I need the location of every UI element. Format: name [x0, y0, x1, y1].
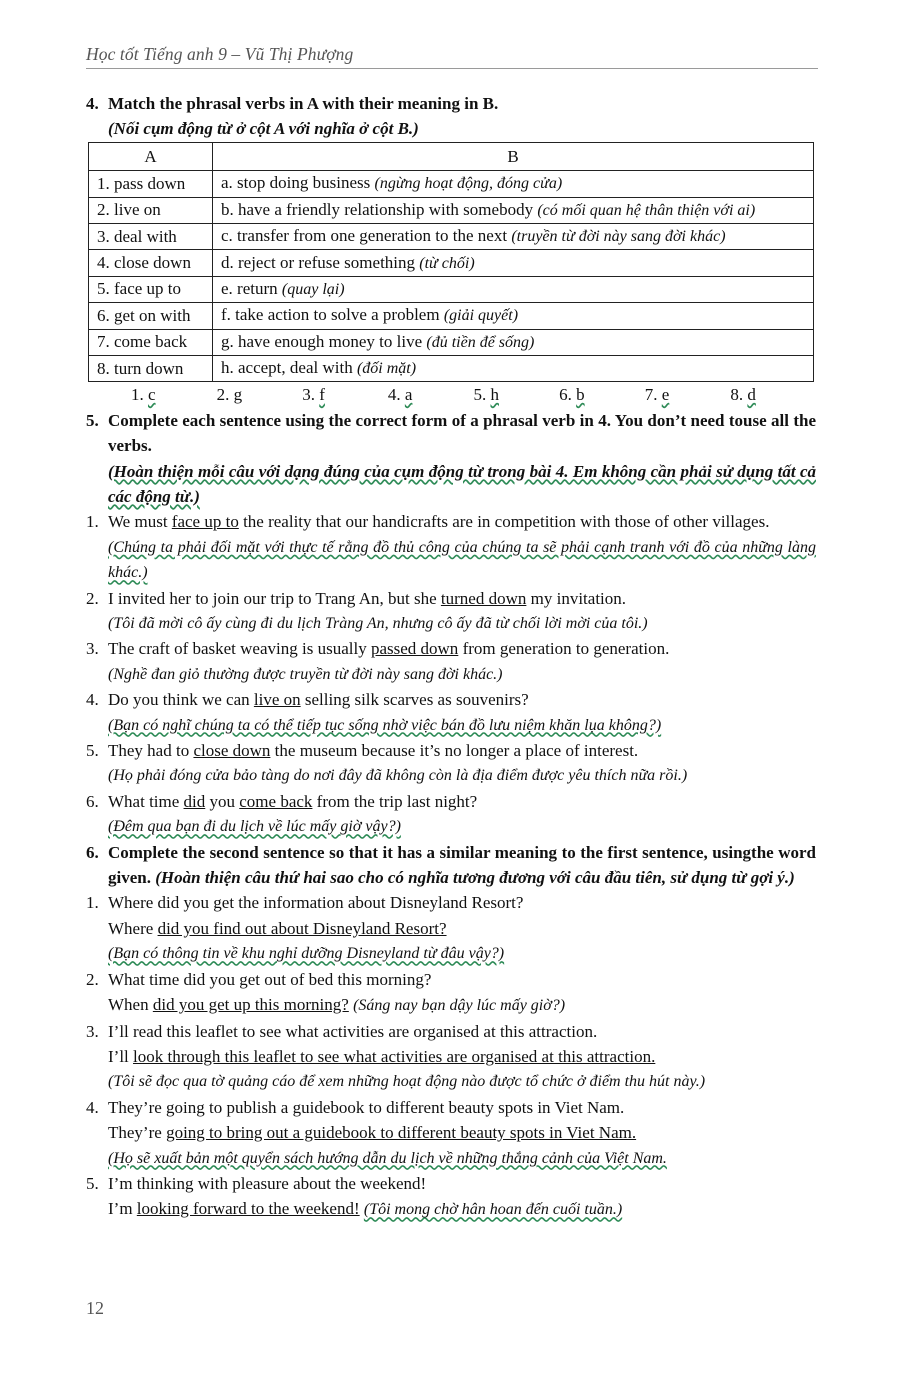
exercise-5-heading — [86, 408, 816, 510]
table-row — [89, 276, 814, 302]
table-row — [89, 329, 814, 355]
exercise-number: 4. — [86, 94, 99, 113]
column-header-b: B — [213, 142, 814, 170]
exercise-4-heading — [86, 91, 816, 142]
page-number: 12 — [86, 1298, 104, 1318]
cell-a: 5. face up to — [89, 276, 213, 302]
cell-a: 1. pass down — [89, 171, 213, 197]
translation: (Bạn có thông tin về khu nghỉ dưỡng Disneyland từ đâu vậy?) — [108, 945, 505, 963]
translation: (Tôi sẽ đọc qua tờ quảng cáo để xem những hoạt động nào được tổ chức ở điểm thu hút này.) — [108, 1073, 706, 1091]
exercise-title: Complete each sentence using the correct form of a phrasal verb in 4. You don’t need touse all the verbs. — [108, 410, 816, 456]
translation: (Đêm qua bạn đi du lịch về lúc mấy giờ vậy?) — [108, 818, 401, 836]
cell-a: 2. live on — [89, 197, 213, 223]
cell-b: d. reject or refuse something (từ chối) — [213, 250, 814, 276]
table-row — [89, 303, 814, 329]
table-row — [89, 171, 814, 197]
cell-a: 7. come back — [89, 329, 213, 355]
matching-table — [88, 142, 814, 383]
answer-item: 2. g — [216, 385, 243, 405]
answer-item: 7. e — [644, 385, 670, 405]
cell-b: a. stop doing business (ngừng hoạt động, đóng cửa) — [213, 171, 814, 197]
translation: (Nghề đan giỏ thường được truyền từ đời này sang đời khác.) — [108, 665, 503, 683]
rewrite-item: 1. Where did you get the information about Disneyland Resort? Where did you find out about Disneyland Resort? (Bạn có thông tin về khu nghỉ dưỡng Disneyland từ đâu vậy?) — [86, 890, 816, 966]
cell-b: f. take action to solve a problem (giải quyết) — [213, 303, 814, 329]
translation: (Tôi mong chờ hân hoan đến cuối tuần.) — [363, 1201, 623, 1219]
answer-key — [86, 382, 816, 407]
answer-item: 5. h — [473, 385, 499, 405]
exercise-subtitle: (Hoàn thiện mỗi câu với dạng đúng của cụm động từ trong bài 4. Em không cần phải sử dụng tất cả các động từ.) — [108, 461, 816, 506]
rewrite-item: 3. I’ll read this leaflet to see what activities are organised at this attraction. I’ll look through this leaflet to see what activities are organised at this attraction. (Tôi sẽ đọc qua tờ quảng cáo để xem những hoạt động nào được tổ chức ở điểm thu hút này.) — [86, 1019, 816, 1095]
sentence-item: 3. The craft of basket weaving is usually passed down from generation to generation. (Nghề đan giỏ thường được truyền từ đời này sang đời khác.) — [86, 636, 816, 687]
sentence-item: 2. I invited her to join our trip to Trang An, but she turned down my invitation. (Tôi đã mời cô ấy cùng đi du lịch Tràng An, nhưng cô ấy đã từ chối lời mời của tôi.) — [86, 586, 816, 637]
header-title: Học tốt Tiếng anh 9 – Vũ Thị Phượng — [86, 44, 354, 64]
column-header-a: A — [89, 142, 213, 170]
cell-a: 4. close down — [89, 250, 213, 276]
answer-item: 4. a — [387, 385, 413, 405]
exercise-title: Complete the second sentence so that it has a similar meaning to the first sentence, usingthe word given. — [108, 842, 816, 888]
exercise-number: 5. — [86, 410, 99, 430]
exercise-6-heading — [86, 840, 816, 891]
answer-item: 6. b — [559, 385, 585, 405]
exercise-subtitle: (Hoàn thiện câu thứ hai sao cho có nghĩa tương đương với câu đầu tiên, sử dụng từ gợi ý.) — [155, 868, 795, 888]
cell-b: h. accept, deal with (đối mặt) — [213, 355, 814, 381]
translation: (Họ sẽ xuất bản một quyển sách hướng dẫn du lịch về những thắng cảnh của Việt Nam. — [108, 1149, 667, 1167]
table-row — [89, 224, 814, 250]
cell-a: 6. get on with — [89, 303, 213, 329]
answer-item: 3. f — [302, 385, 325, 405]
cell-b: c. transfer from one generation to the next (truyền từ đời này sang đời khác) — [213, 224, 814, 250]
rewrite-item: 4. They’re going to publish a guidebook to different beauty spots in Viet Nam. They’re going to bring out a guidebook to different beauty spots in Viet Nam. (Họ sẽ xuất bản một quyển sách hướng dẫn du lịch về những thắng cảnh của Việt Nam. — [86, 1095, 816, 1171]
answer-item: 1. c — [131, 385, 156, 405]
translation: (Chúng ta phải đối mặt với thực tế rằng đồ thủ công của chúng ta sẽ phải cạnh tranh với đồ của những làng khác.) — [108, 538, 816, 582]
sentence-item: 5. They had to close down the museum because it’s no longer a place of interest. (Họ phải đóng cửa bảo tàng do nơi đây đã không còn là địa điểm được yêu thích nữa rồi.) — [86, 738, 816, 789]
translation: (Bạn có nghĩ chúng ta có thể tiếp tục sống nhờ việc bán đồ lưu niệm khăn lụa không?) — [108, 716, 662, 734]
answer-item: 8. d — [730, 385, 756, 405]
exercise-title: Match the phrasal verbs in A with their meaning in B. — [108, 94, 499, 113]
table-row — [89, 355, 814, 381]
cell-a: 8. turn down — [89, 355, 213, 381]
page-content — [86, 91, 816, 1223]
cell-b: e. return (quay lại) — [213, 276, 814, 302]
rewrite-item: 5. I’m thinking with pleasure about the weekend! I’m looking forward to the weekend! (Tôi mong chờ hân hoan đến cuối tuần.) — [86, 1173, 623, 1219]
cell-b: b. have a friendly relationship with somebody (có mối quan hệ thân thiện với ai) — [213, 197, 814, 223]
rewrite-item: 2. What time did you get out of bed this morning? When did you get up this morning? (Sáng nay bạn dậy lúc mấy giờ?) — [86, 969, 566, 1015]
sentence-item: 4. Do you think we can live on selling silk scarves as souvenirs? (Bạn có nghĩ chúng ta có thể tiếp tục sống nhờ việc bán đồ lưu niệm khăn lụa không?) — [86, 687, 816, 738]
translation: (Tôi đã mời cô ấy cùng đi du lịch Tràng An, nhưng cô ấy đã từ chối lời mời của tôi.) — [108, 615, 648, 632]
exercise-subtitle: (Nối cụm động từ ở cột A với nghĩa ở cột B.) — [108, 119, 419, 139]
cell-a: 3. deal with — [89, 224, 213, 250]
table-header-row — [89, 142, 814, 170]
exercise-number: 6. — [86, 842, 99, 862]
page-header — [86, 44, 818, 69]
table-row — [89, 197, 814, 223]
sentence-item: 6. What time did you come back from the trip last night? (Đêm qua bạn đi du lịch về lúc mấy giờ vậy?) — [86, 789, 816, 840]
translation: (Họ phải đóng cửa bảo tàng do nơi đây đã không còn là địa điểm được yêu thích nữa rồi.) — [108, 767, 688, 785]
translation: (Sáng nay bạn dậy lúc mấy giờ?) — [353, 997, 566, 1015]
cell-b: g. have enough money to live (đủ tiền để sống) — [213, 329, 814, 355]
sentence-item: 1. We must face up to the reality that our handicrafts are in competition with those of other villages. (Chúng ta phải đối mặt với thực tế rằng đồ thủ công của chúng ta sẽ phải cạnh tranh với đồ của những làng khác.) — [86, 509, 816, 585]
table-row — [89, 250, 814, 276]
